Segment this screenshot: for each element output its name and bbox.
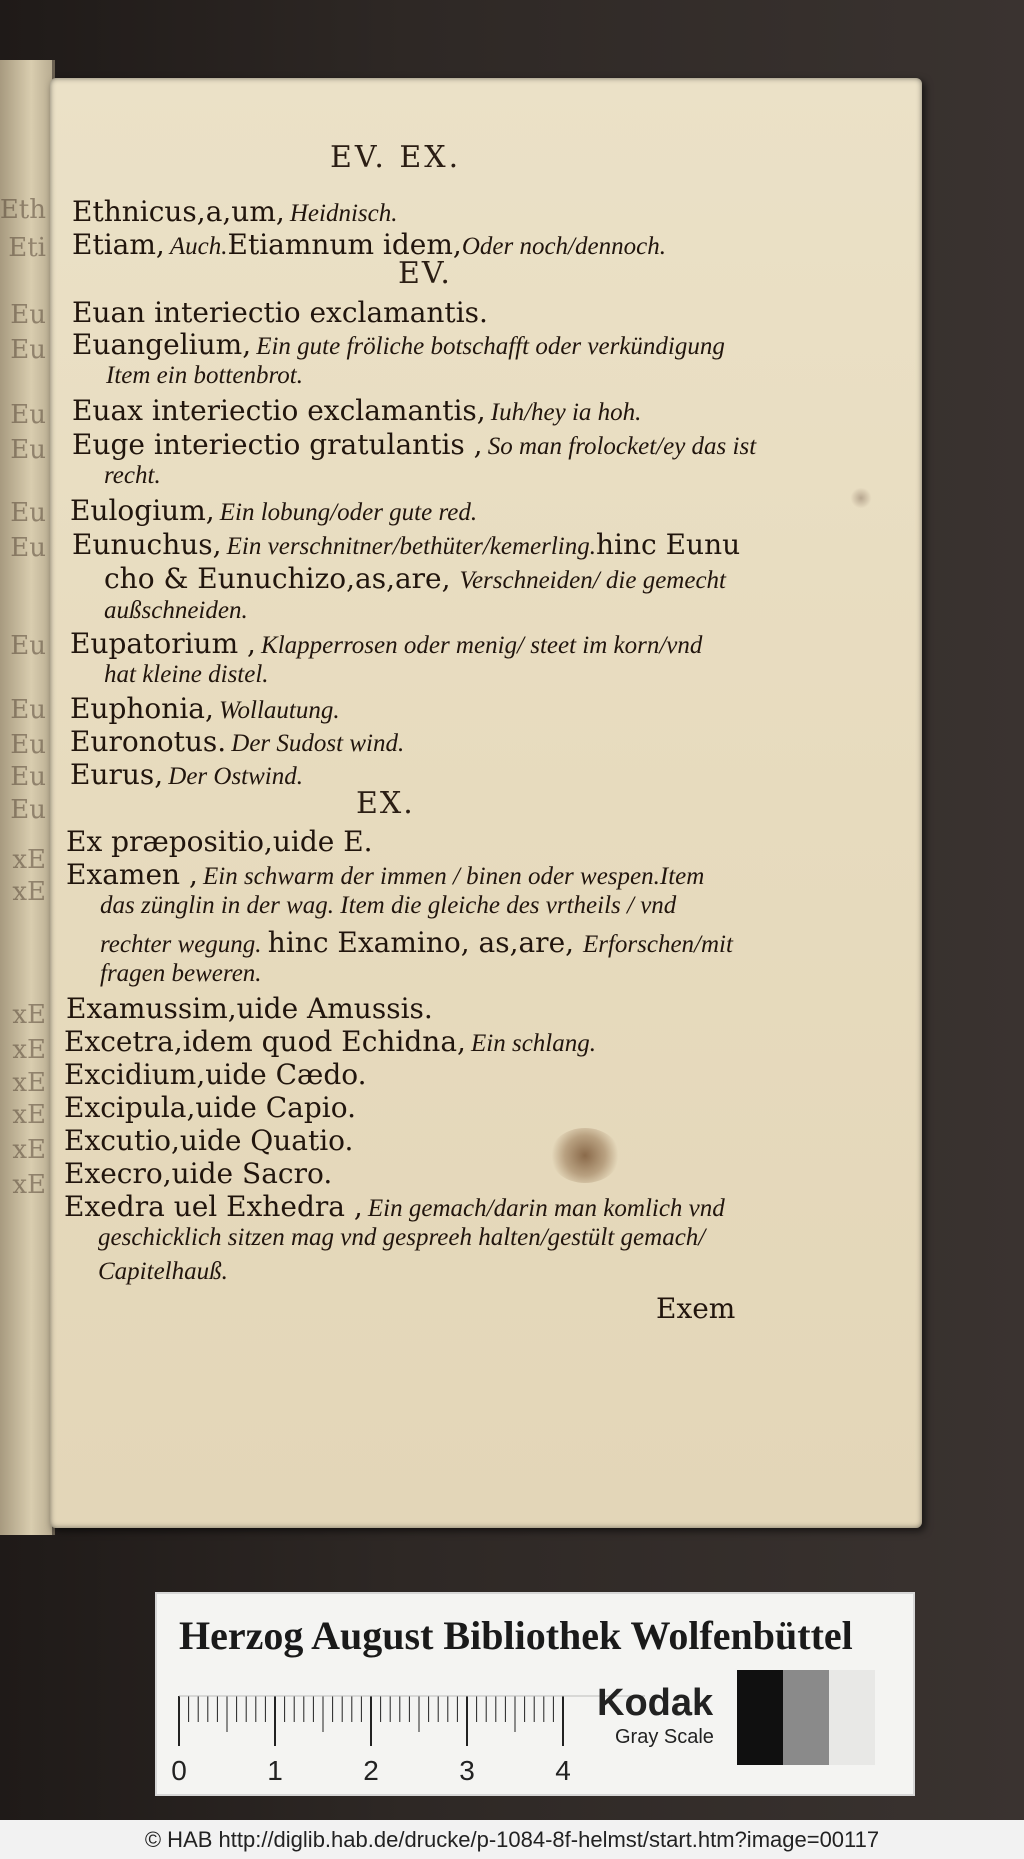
left-page-fragment: Eu — [10, 435, 46, 465]
left-page-fragment: xE — [12, 1135, 46, 1165]
latin-headword: Examussim,uide Amussis. — [66, 992, 433, 1025]
latin-headword: Eupatorium , — [70, 627, 256, 660]
latin-headword: Euan interiectio exclamantis. — [72, 296, 488, 329]
latin-headword: Euge interiectio gratulantis , — [72, 428, 483, 461]
latin-term: cho & Eunuchizo,as,are, — [104, 562, 460, 595]
left-page-fragment: Eu — [10, 762, 46, 792]
dictionary-entry — [70, 692, 340, 725]
dictionary-entry — [72, 328, 725, 361]
latin-term: Etiamnum idem, — [227, 228, 462, 261]
dictionary-entry — [64, 1091, 356, 1124]
latin-headword: Euangelium, — [72, 328, 252, 361]
german-gloss: hat kleine distel. — [104, 661, 269, 688]
latin-headword: Euphonia, — [70, 692, 214, 725]
latin-headword: Examen , — [66, 858, 198, 891]
german-gloss: So man frolocket/ey das ist — [487, 433, 757, 460]
left-page-fragment: Eu — [10, 730, 46, 760]
gray-scale-label: Gray Scale — [615, 1726, 714, 1748]
left-page-fragment: xE — [12, 1100, 46, 1130]
german-gloss: Item ein bottenbrot. — [106, 362, 303, 389]
latin-headword: Eurus, — [70, 758, 164, 791]
dictionary-entry — [64, 1124, 353, 1157]
latin-term: hinc Examino, as,are, — [267, 926, 583, 959]
german-gloss: das zünglin in der wag. Item die gleiche des vrtheils / vnd — [100, 892, 677, 919]
left-page-fragment: xE — [12, 1068, 46, 1098]
dictionary-entry — [66, 992, 433, 1025]
german-gloss: Heidnisch. — [289, 200, 398, 227]
german-gloss: rechter wegung. — [100, 931, 268, 958]
ruler-number: 4 — [555, 1755, 571, 1786]
paper-spot — [850, 488, 872, 508]
dictionary-entry — [64, 1190, 725, 1223]
swatch-white — [829, 1670, 875, 1765]
ruler-number: 2 — [363, 1755, 379, 1786]
left-page-fragment: Eu — [10, 631, 46, 661]
german-gloss: Ein gemach/darin man komlich vnd — [367, 1195, 725, 1222]
latin-headword: Etiam, — [72, 228, 165, 261]
german-gloss: fragen beweren. — [100, 960, 262, 987]
left-page-fragment: Eu — [10, 795, 46, 825]
latin-headword: Euronotus. — [70, 725, 227, 758]
ruler-number: 3 — [459, 1755, 475, 1786]
dictionary-entry — [70, 758, 303, 791]
ruler-number: 1 — [267, 1755, 283, 1786]
latin-headword: Excutio,uide Quatio. — [64, 1124, 354, 1157]
image-footer: © HAB http://diglib.hab.de/drucke/p-1084-8f-helmst/start.htm?image=00117 — [0, 1820, 1024, 1859]
german-gloss: Erforschen/mit — [582, 931, 733, 958]
german-gloss: recht. — [104, 462, 161, 489]
entry-continuation — [106, 362, 303, 390]
swatch-gray — [783, 1670, 829, 1765]
entry-continuation — [100, 960, 262, 988]
ruler-number: 0 — [171, 1755, 187, 1786]
german-gloss: Der Sudost wind. — [231, 730, 405, 757]
gray-swatches — [737, 1670, 877, 1765]
dictionary-entry — [66, 825, 373, 858]
left-page-fragment: xE — [12, 1000, 46, 1030]
german-gloss: Klapperrosen oder menig/ steet im korn/vnd — [261, 632, 703, 659]
left-page-fragment: Eth — [0, 195, 46, 225]
dictionary-entry — [72, 195, 398, 228]
left-page-fragment: Eu — [10, 335, 46, 365]
entry-continuation — [104, 661, 269, 689]
dictionary-entry — [64, 1058, 367, 1091]
german-gloss: Wollautung. — [218, 697, 340, 724]
dictionary-entry — [64, 1025, 596, 1058]
section-heading-ev: EV. — [398, 256, 452, 291]
left-page-fragment: Eu — [10, 400, 46, 430]
german-gloss: Ein schlang. — [471, 1030, 597, 1057]
entry-continuation — [100, 892, 676, 920]
german-gloss: Verschneiden/ die gemecht — [459, 567, 727, 594]
dictionary-entry — [70, 627, 702, 660]
entry-continuation — [104, 462, 161, 490]
german-gloss: Iuh/hey ia hoh. — [490, 399, 642, 426]
latin-headword: Euax interiectio exclamantis, — [72, 394, 486, 427]
latin-headword: Excipula,uide Capio. — [64, 1091, 357, 1124]
german-gloss: Ein schwarm der immen / binen oder wespen.Item — [202, 863, 705, 890]
german-gloss: geschicklich sitzen mag vnd gespreeh halten/gestült gemach/ — [98, 1224, 706, 1251]
paper-stain — [550, 1128, 620, 1183]
german-gloss: Oder noch/dennoch. — [461, 233, 666, 260]
dictionary-entry — [64, 1157, 332, 1190]
left-page-fragment: xE — [12, 1035, 46, 1065]
dictionary-entry — [70, 725, 404, 758]
swatch-black — [737, 1670, 783, 1765]
adjacent-page-edge — [0, 60, 55, 1535]
dictionary-entry — [72, 394, 641, 427]
entry-continuation — [104, 562, 726, 595]
latin-headword: Excidium,uide Cædo. — [64, 1058, 367, 1091]
latin-headword: Exedra uel Exhedra , — [64, 1190, 363, 1223]
german-gloss: Der Ostwind. — [168, 763, 303, 790]
catchword: Exem — [656, 1292, 736, 1325]
left-page-fragment: Eu — [10, 498, 46, 528]
latin-term: hinc Eunu — [596, 528, 741, 561]
section-heading-ex: EX. — [356, 786, 415, 821]
running-head: EV. EX. — [330, 140, 462, 175]
kodak-logo: Kodak — [597, 1682, 714, 1724]
dictionary-entry — [66, 858, 704, 891]
dictionary-entry — [72, 528, 740, 561]
latin-headword: Excetra,idem quod Echidna, — [64, 1025, 466, 1058]
latin-headword: Eulogium, — [70, 494, 215, 527]
left-page-fragment: Eti — [8, 233, 46, 263]
dictionary-entry — [72, 228, 666, 261]
german-gloss: Ein lobung/oder gute red. — [219, 499, 478, 526]
latin-headword: Execro,uide Sacro. — [64, 1157, 333, 1190]
german-gloss: Ein gute fröliche botschafft oder verkündigung — [256, 333, 725, 360]
german-gloss: Auch. — [169, 233, 228, 260]
library-color-bar — [155, 1592, 915, 1796]
entry-continuation — [98, 1224, 705, 1252]
dictionary-entry — [72, 428, 756, 461]
left-page-fragment: xE — [12, 877, 46, 907]
dictionary-entry — [72, 296, 488, 329]
left-page-fragment: Eu — [10, 695, 46, 725]
left-page-fragment: xE — [12, 1170, 46, 1200]
left-page-fragment: Eu — [10, 300, 46, 330]
german-gloss: außschneiden. — [104, 597, 248, 624]
latin-headword: Eunuchus, — [72, 528, 222, 561]
left-page-fragment: xE — [12, 845, 46, 875]
entry-continuation — [100, 926, 733, 959]
german-gloss: Ein verschnitner/bethüter/kemerling. — [226, 533, 597, 560]
dictionary-entry — [70, 494, 477, 527]
latin-headword: Ethnicus,a,um, — [72, 195, 285, 228]
left-page-fragment: Eu — [10, 533, 46, 563]
german-gloss: Capitelhauß. — [98, 1258, 228, 1285]
library-name: Herzog August Bibliothek Wolfenbüttel — [179, 1613, 853, 1658]
entry-continuation — [98, 1258, 228, 1286]
latin-headword: Ex præpositio,uide E. — [66, 825, 373, 858]
entry-continuation — [104, 597, 248, 625]
